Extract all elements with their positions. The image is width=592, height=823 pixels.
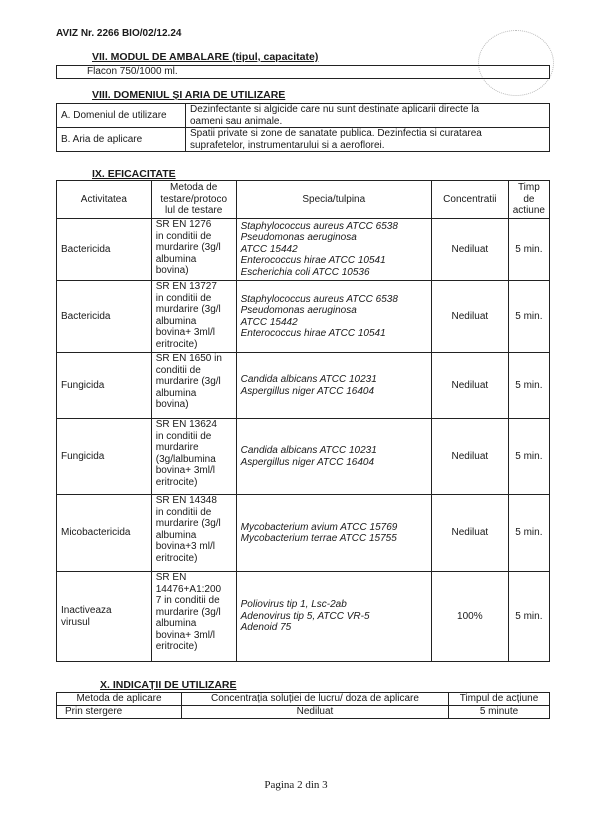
efficacy-row [57,495,550,572]
application-area-label: B. Aria de aplicare [57,128,186,152]
activity-cell: Bactericida [57,281,152,353]
section-10-title: X. INDICAȚII DE UTILIZARE [100,679,237,691]
efficacy-row [57,419,550,495]
time-cell: 5 min. [508,572,549,662]
time-cell: 5 min. [508,219,549,281]
usage-domain-table [56,103,550,152]
packaging-table [56,65,550,79]
time-cell: 5 min. [508,281,549,353]
header-species: Specia/tulpina [236,181,431,219]
efficacy-row [57,572,550,662]
efficacy-header-row [57,181,550,219]
header-method: Metoda de testare/protoco lul de testare [151,181,236,219]
species-cell: Candida albicans ATCC 10231 Aspergillus niger ATCC 16404 [236,353,431,419]
packaging-value: Flacon 750/1000 ml. [57,66,550,79]
efficacy-row [57,353,550,419]
usage-instructions-table [56,692,550,719]
species-cell: Staphylococcus aureus ATCC 6538 Pseudomonas aeruginosa ATCC 15442 Enterococcus hirae ATCC 10541 [236,281,431,353]
instructions-method-value: Prin stergere [57,706,182,719]
instructions-header-time: Timpul de acțiune [449,693,550,706]
method-cell: SR EN 14476+A1:200 7 in conditii de murdarire (3g/l albumina bovina+ 3ml/l eritrocite) [151,572,236,662]
species-cell: Poliovirus tip 1, Lsc-2ab Adenovirus tip 5, ATCC VR-5 Adenoid 75 [236,572,431,662]
section-7-title: VII. MODUL DE AMBALARE (tipul, capacitate) [92,51,319,63]
method-cell: SR EN 13624 in conditii de murdarire (3g/lalbumina bovina+ 3ml/l eritrocite) [151,419,236,495]
instructions-concentration-value: Nediluat [182,706,449,719]
domain-value: Dezinfectante si algicide care nu sunt destinate aplicarii directe la oameni sau animale. [186,104,550,128]
concentration-cell: Nediluat [431,419,508,495]
efficacy-row [57,219,550,281]
activity-cell: Fungicida [57,353,152,419]
time-cell: 5 min. [508,495,549,572]
concentration-cell: Nediluat [431,495,508,572]
concentration-cell: Nediluat [431,219,508,281]
document-header: AVIZ Nr. 2266 BIO/02/12.24 [56,28,182,39]
species-cell: Candida albicans ATCC 10231 Aspergillus niger ATCC 16404 [236,419,431,495]
activity-cell: Micobactericida [57,495,152,572]
species-cell: Staphylococcus aureus ATCC 6538 Pseudomonas aeruginosa ATCC 15442 Enterococcus hirae ATCC 10541 Escherichia coli ATCC 10536 [236,219,431,281]
application-area-value: Spatii private si zone de sanatate publica. Dezinfectia si curatarea suprafetelor, instrumentarului si a aeroflorei. [186,128,550,152]
activity-cell: Inactiveaza virusul [57,572,152,662]
concentration-cell: 100% [431,572,508,662]
header-activity: Activitatea [57,181,152,219]
species-cell: Mycobacterium avium ATCC 15769 Mycobacterium terrae ATCC 15755 [236,495,431,572]
domain-label: A. Domeniul de utilizare [57,104,186,128]
header-concentration: Concentratii [431,181,508,219]
activity-cell: Bactericida [57,219,152,281]
method-cell: SR EN 1276 in conditii de murdarire (3g/l albumina bovina) [151,219,236,281]
instructions-time-value: 5 minute [449,706,550,719]
efficacy-row [57,281,550,353]
method-cell: SR EN 1650 in conditii de murdarire (3g/l albumina bovina) [151,353,236,419]
time-cell: 5 min. [508,353,549,419]
instructions-header-method: Metoda de aplicare [57,693,182,706]
efficacy-table [56,180,550,662]
concentration-cell: Nediluat [431,353,508,419]
page-number: Pagina 2 din 3 [264,779,328,791]
method-cell: SR EN 13727 in conditii de murdarire (3g/l albumina bovina+ 3ml/l eritrocite) [151,281,236,353]
header-time: Timp de actiune [508,181,549,219]
method-cell: SR EN 14348 in conditii de murdarire (3g/l albumina bovina+3 ml/l eritrocite) [151,495,236,572]
activity-cell: Fungicida [57,419,152,495]
time-cell: 5 min. [508,419,549,495]
stamp-seal [478,30,554,96]
section-9-title: IX. EFICACITATE [92,168,176,180]
instructions-header-concentration: Concentrația soluției de lucru/ doza de aplicare [182,693,449,706]
section-8-title: VIII. DOMENIUL ȘI ARIA DE UTILIZARE [92,89,286,101]
concentration-cell: Nediluat [431,281,508,353]
